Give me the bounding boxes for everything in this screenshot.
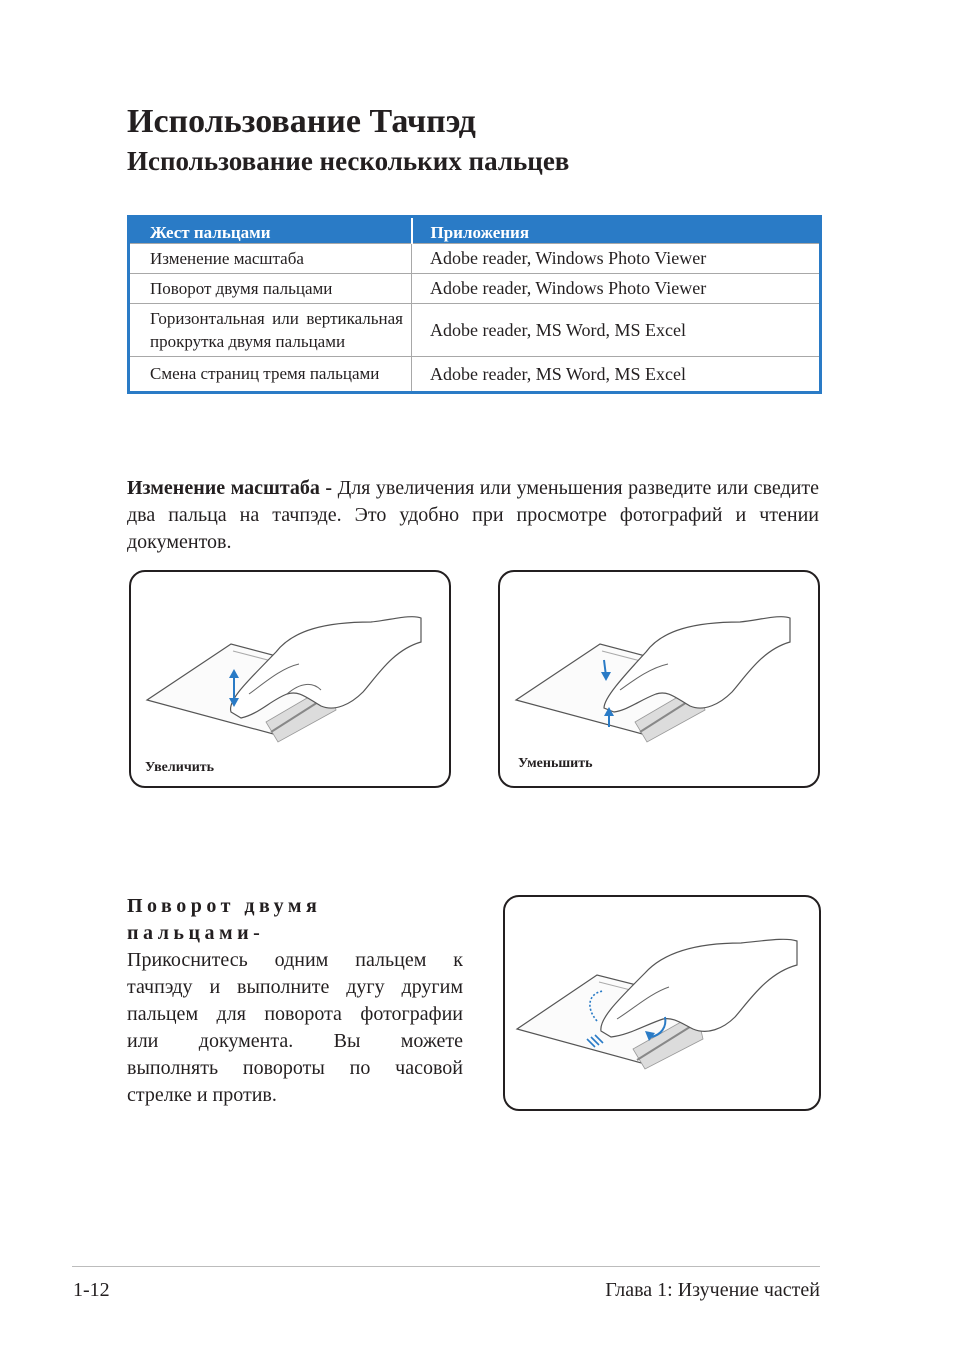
gesture-cell: Горизонтальная или вертикальная прокрутка двумя пальцами [129,304,412,357]
rotate-line: или документа. Вы можете [127,1030,463,1052]
gesture-cell: Поворот двумя пальцами [129,274,412,304]
zoom-out-caption: Уменьшить [518,756,593,771]
rotate-term: Поворот двумя пальцами- [127,895,322,944]
apps-cell: Adobe reader, MS Word, MS Excel [412,304,821,357]
touchpad-illustration [131,572,449,786]
rotate-line: выполнять повороты по часовой [127,1057,463,1079]
section-title: Использование нескольких пальцев [127,146,570,176]
column-header-gesture: Жест пальцами [129,217,412,244]
rotate-line: стрелке и против. [127,1084,277,1106]
zoom-description [127,475,819,556]
table-header-row [129,217,821,244]
table-row [129,357,821,393]
table-row [129,304,821,357]
rotate-figure [503,895,821,1111]
apps-cell: Adobe reader, Windows Photo Viewer [412,244,821,274]
gesture-cell: Изменение масштаба [129,244,412,274]
rotate-line: пальцем для поворота фотографии [127,1003,463,1025]
rotate-description [127,893,463,1109]
zoom-term: Изменение масштаба - [127,477,333,499]
page-number: 1-12 [73,1279,110,1301]
zoom-in-figure [129,570,451,788]
zoom-text: Для увеличения или уменьшения разведите или сведите два пальца на тачпэде. Это удобно при просмотре фотографий и чтении документов. [127,477,819,553]
zoom-out-figure [498,570,820,788]
gesture-cell: Смена страниц тремя пальцами [129,357,412,393]
table-row [129,274,821,304]
rotate-line: тачпэду и выполните дугу другим [127,976,463,998]
page-title: Использование Тачпэд [127,103,476,140]
footer-divider [72,1266,820,1267]
apps-cell: Adobe reader, Windows Photo Viewer [412,274,821,304]
table-row [129,244,821,274]
apps-cell: Adobe reader, MS Word, MS Excel [412,357,821,393]
chapter-title: Глава 1: Изучение частей [605,1279,820,1301]
gesture-table [127,215,822,394]
column-header-apps: Приложения [412,217,821,244]
rotate-line: Прикоснитесь одним пальцем к [127,949,463,971]
touchpad-illustration [500,572,818,786]
touchpad-illustration [505,897,819,1109]
zoom-in-caption: Увеличить [145,760,215,775]
